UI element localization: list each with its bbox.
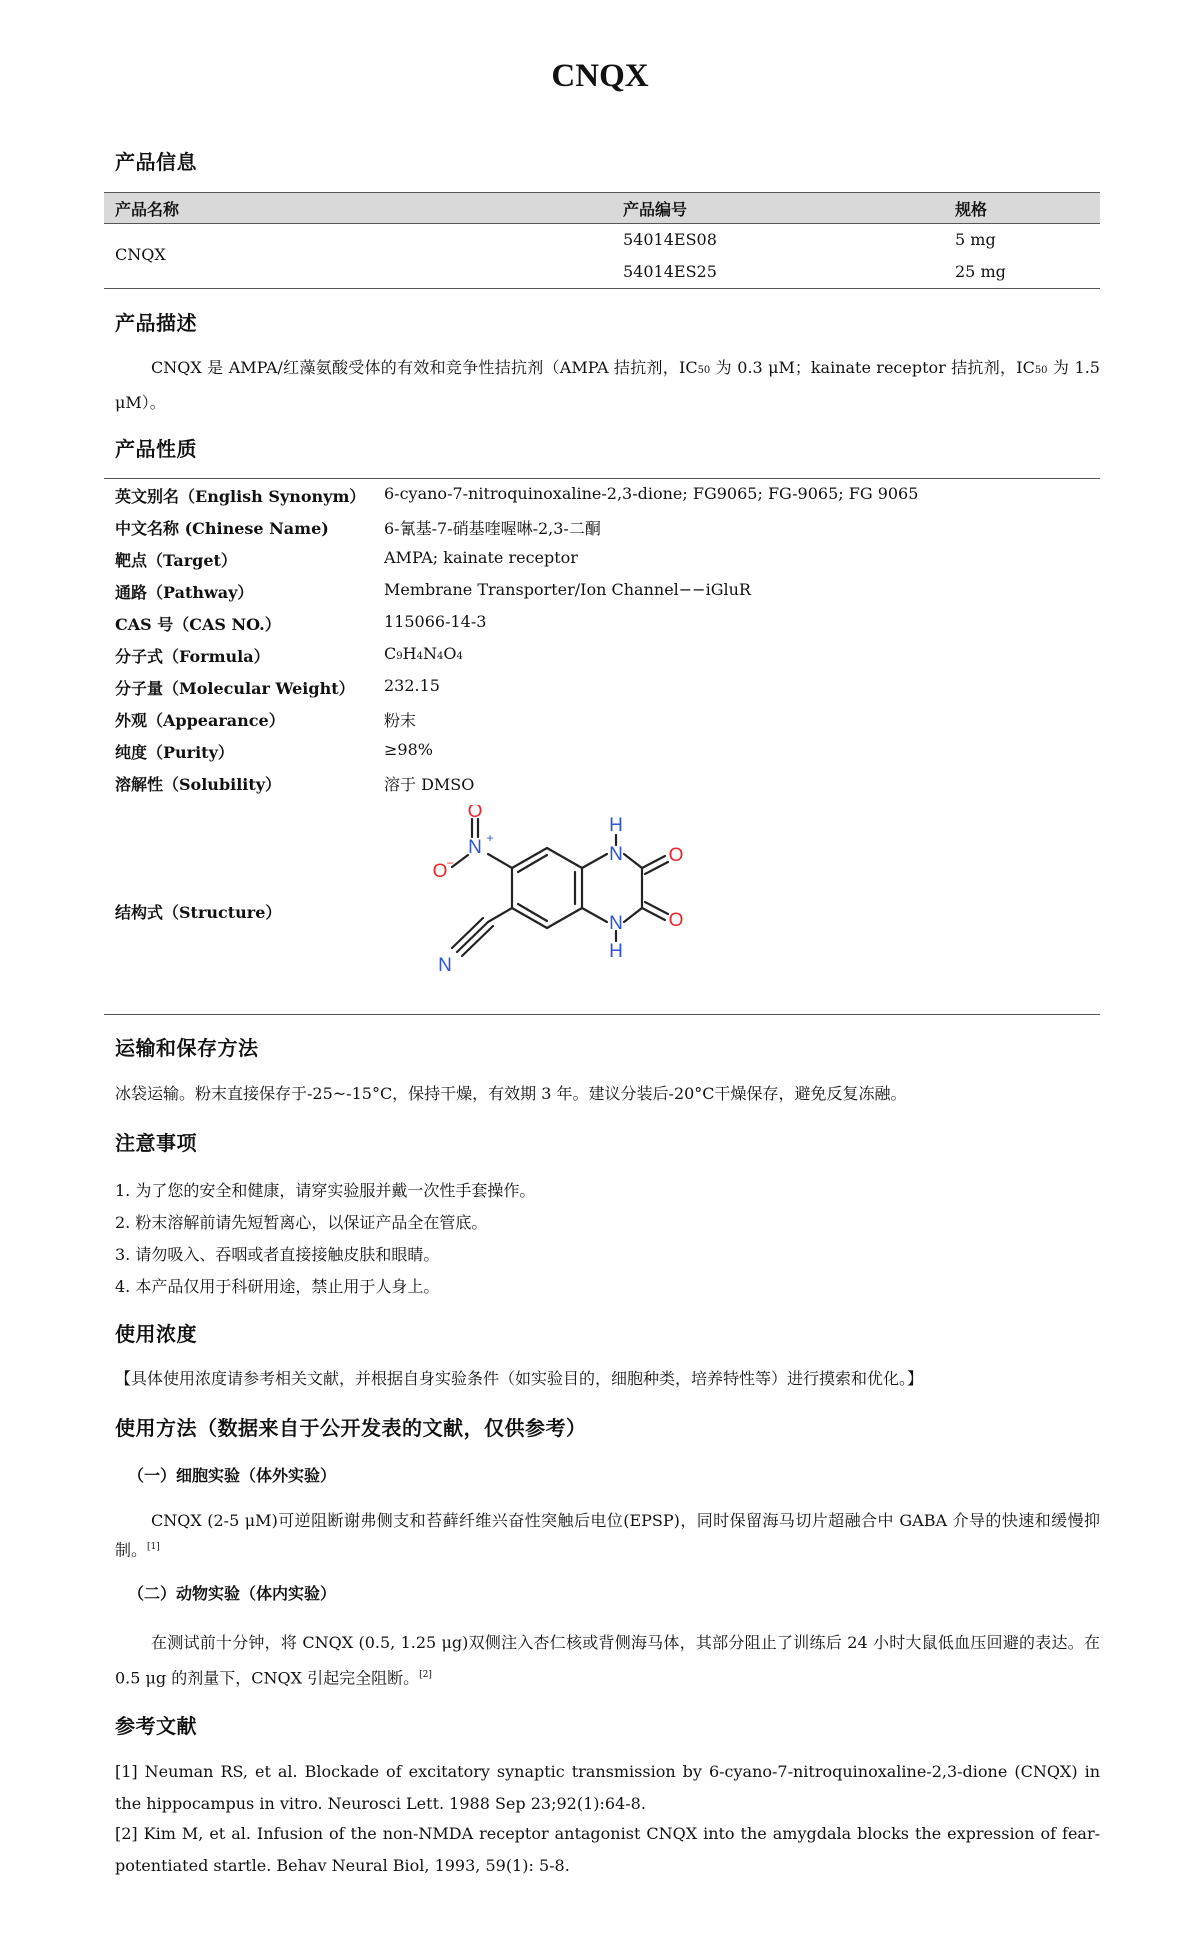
property-value: 溶于 DMSO xyxy=(384,775,475,794)
table-bottom-rule xyxy=(104,288,1100,289)
section-title-notes: 注意事项 xyxy=(115,1131,197,1155)
property-value: 6-cyano-7-nitroquinoxaline-2,3-dione; FG9065; FG-9065; FG 9065 xyxy=(384,484,919,503)
section-title-description: 产品描述 xyxy=(115,311,197,335)
cell-experiment-text: CNQX (2-5 μM)可逆阻断谢弗侧支和苔藓纤维兴奋性突触后电位(EPSP)，同时保留海马切片超融合中 GABA 介导的快速和缓慢抑制。[1] xyxy=(115,1511,1100,1560)
formula-value: C9H4N4O4 xyxy=(384,644,463,663)
section-title-properties: 产品性质 xyxy=(115,437,197,461)
concentration-text: 【具体使用浓度请参考相关文献，并根据自身实验条件（如实验目的，细胞种类，培养特性等）进行摸索和优化。】 xyxy=(115,1369,924,1388)
section-title-concentration: 使用浓度 xyxy=(115,1322,197,1346)
product-code-cell: 54014ES08 xyxy=(623,230,717,249)
table-header-code: 产品编号 xyxy=(623,200,688,219)
property-value: ≥98% xyxy=(384,740,433,759)
subtitle-animal-experiment: （二）动物实验（体内实验） xyxy=(128,1584,337,1603)
property-value: Membrane Transporter/Ion Channel−−iGluR xyxy=(384,580,751,599)
atom-o: O xyxy=(668,845,684,866)
subtitle-cell-experiment: （一）细胞实验（体外实验） xyxy=(128,1466,337,1485)
atom-n: N xyxy=(438,955,452,976)
storage-text: 冰袋运输。粉末直接保存于-25~-15°C，保持干燥，有效期 3 年。建议分装后-20°C干燥保存，避免反复冻融。 xyxy=(115,1084,907,1103)
atom-h: H xyxy=(609,815,623,836)
atom-minus: − xyxy=(446,856,454,870)
property-label: 靶点（Target） xyxy=(115,551,237,570)
reference-item: [2] Kim M, et al. Infusion of the non-NMDA receptor antagonist CNQX into the amygdala blocks the expression of fear-potentiated startle. Behav Neural Biol, 1993, 59(1): 5-8. xyxy=(115,1824,1100,1875)
product-code-cell: 54014ES25 xyxy=(623,262,717,281)
property-label: CAS 号（CAS NO.） xyxy=(115,615,281,634)
property-label: 纯度（Purity） xyxy=(115,743,234,762)
property-value: 6-氰基-7-硝基喹喔啉-2,3-二酮 xyxy=(384,519,601,538)
product-size-cell: 5 mg xyxy=(955,230,996,249)
property-label: 通路（Pathway） xyxy=(115,583,254,602)
property-label: 溶解性（Solubility） xyxy=(115,775,282,794)
reference-item: [1] Neuman RS, et al. Blockade of excitatory synaptic transmission by 6-cyano-7-nitroquinoxaline-2,3-dione (CNQX) in the hippocampus in vitro. Neurosci Lett. 1988 Sep 23;92(1):64-8. xyxy=(115,1762,1100,1813)
property-label: 分子量（Molecular Weight） xyxy=(115,679,355,698)
property-label: 英文别名（English Synonym） xyxy=(115,487,366,506)
list-item: 2. 粉末溶解前请先短暂离心，以保证产品全在管底。 xyxy=(115,1213,488,1232)
property-value: 115066-14-3 xyxy=(384,612,487,631)
description-text: CNQX 是 AMPA/红藻氨酸受体的有效和竞争性拮抗剂（AMPA 拮抗剂，IC50 为 0.3 μM；kainate receptor 拮抗剂，IC50 为 1.5 μM）。 xyxy=(115,358,1100,412)
page-title: CNQX xyxy=(551,58,649,94)
property-value: AMPA; kainate receptor xyxy=(384,548,578,567)
atom-plus: + xyxy=(486,831,494,845)
property-label: 中文名称 (Chinese Name) xyxy=(115,519,329,538)
list-item: 3. 请勿吸入、吞咽或者直接接触皮肤和眼睛。 xyxy=(115,1245,440,1264)
product-table-header xyxy=(104,192,1100,224)
product-name-cell: CNQX xyxy=(115,245,166,264)
list-item: 4. 本产品仅用于科研用途，禁止用于人身上。 xyxy=(115,1277,440,1296)
section-title-usage: 使用方法（数据来自于公开发表的文献，仅供参考） xyxy=(115,1416,587,1440)
property-value: 粉末 xyxy=(384,711,417,730)
product-size-cell: 25 mg xyxy=(955,262,1006,281)
table-header-name: 产品名称 xyxy=(115,200,180,219)
atom-n: N xyxy=(468,837,482,858)
atom-h: H xyxy=(609,941,623,962)
property-value: 232.15 xyxy=(384,676,440,695)
atom-n: N xyxy=(609,844,623,865)
properties-bottom-rule xyxy=(104,1014,1100,1015)
structure-label: 结构式（Structure） xyxy=(115,903,282,922)
chemical-structure-diagram xyxy=(410,805,730,995)
properties-top-rule xyxy=(104,478,1100,479)
property-label: 分子式（Formula） xyxy=(115,647,270,666)
list-item: 1. 为了您的安全和健康，请穿实验服并戴一次性手套操作。 xyxy=(115,1181,536,1200)
property-label: 外观（Appearance） xyxy=(115,711,285,730)
section-title-references: 参考文献 xyxy=(115,1714,197,1738)
atom-n: N xyxy=(609,913,623,934)
animal-experiment-text: 在测试前十分钟，将 CNQX (0.5, 1.25 μg)双侧注入杏仁核或背侧海马体，其部分阻止了训练后 24 小时大鼠低血压回避的表达。在 0.5 μg 的剂量下，CNQX 引起完全阻断。[2] xyxy=(115,1633,1100,1688)
atom-o: O xyxy=(432,861,448,882)
section-title-product-info: 产品信息 xyxy=(115,150,197,174)
atom-o: O xyxy=(467,805,483,822)
table-header-size: 规格 xyxy=(955,200,988,219)
atom-o: O xyxy=(668,910,684,931)
section-title-storage: 运输和保存方法 xyxy=(115,1036,259,1060)
